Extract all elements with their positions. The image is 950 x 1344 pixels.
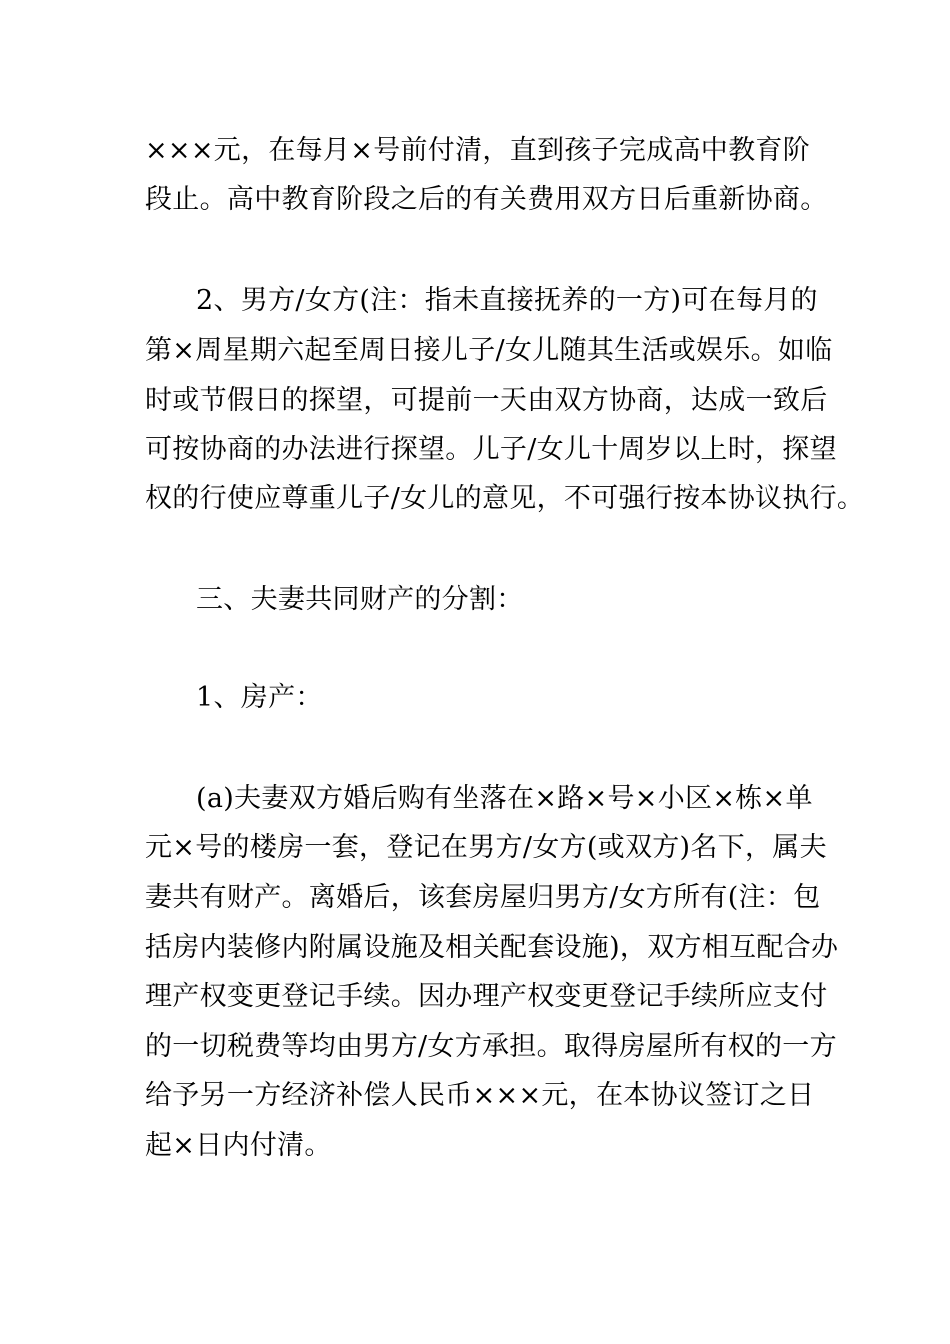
paragraph-line: 2、男方/女方(注：指未直接抚养的一方)可在每月的	[196, 285, 818, 316]
paragraph-line: (a)夫妻双方婚后购有坐落在×路×号×小区×栋×单	[196, 783, 813, 814]
paragraph-line: 权的行使应尊重儿子/女儿的意见，不可强行按本协议执行。	[145, 483, 865, 514]
paragraph-line: 妻共有财产。离婚后，该套房屋归男方/女方所有(注：包	[145, 882, 821, 913]
paragraph-line: 括房内装修内附属设施及相关配套设施)，双方相互配合办	[145, 932, 839, 963]
paragraph-line: 起×日内付清。	[145, 1130, 332, 1161]
paragraph-line: 时或节假日的探望，可提前一天由双方协商，达成一致后	[145, 385, 828, 416]
paragraph-line: ×××元，在每月×号前付清，直到孩子完成高中教育阶	[145, 135, 810, 166]
paragraph-line: 可按协商的办法进行探望。儿子/女儿十周岁以上时，探望	[145, 434, 837, 465]
paragraph-line: 第×周星期六起至周日接儿子/女儿随其生活或娱乐。如临	[145, 335, 833, 366]
paragraph-line: 理产权变更登记手续。因办理产权变更登记手续所应支付	[145, 981, 828, 1012]
paragraph-line: 给予另一方经济补偿人民币×××元，在本协议签订之日	[145, 1080, 815, 1111]
paragraph-line: 元×号的楼房一套，登记在男方/女方(或双方)名下，属夫	[145, 832, 827, 863]
paragraph-line: 的一切税费等均由男方/女方承担。取得房屋所有权的一方	[145, 1031, 837, 1062]
subsection-heading: 1、房产：	[196, 682, 323, 713]
paragraph-line: 段止。高中教育阶段之后的有关费用双方日后重新协商。	[145, 184, 828, 215]
section-heading: 三、夫妻共同财产的分割：	[196, 584, 524, 615]
